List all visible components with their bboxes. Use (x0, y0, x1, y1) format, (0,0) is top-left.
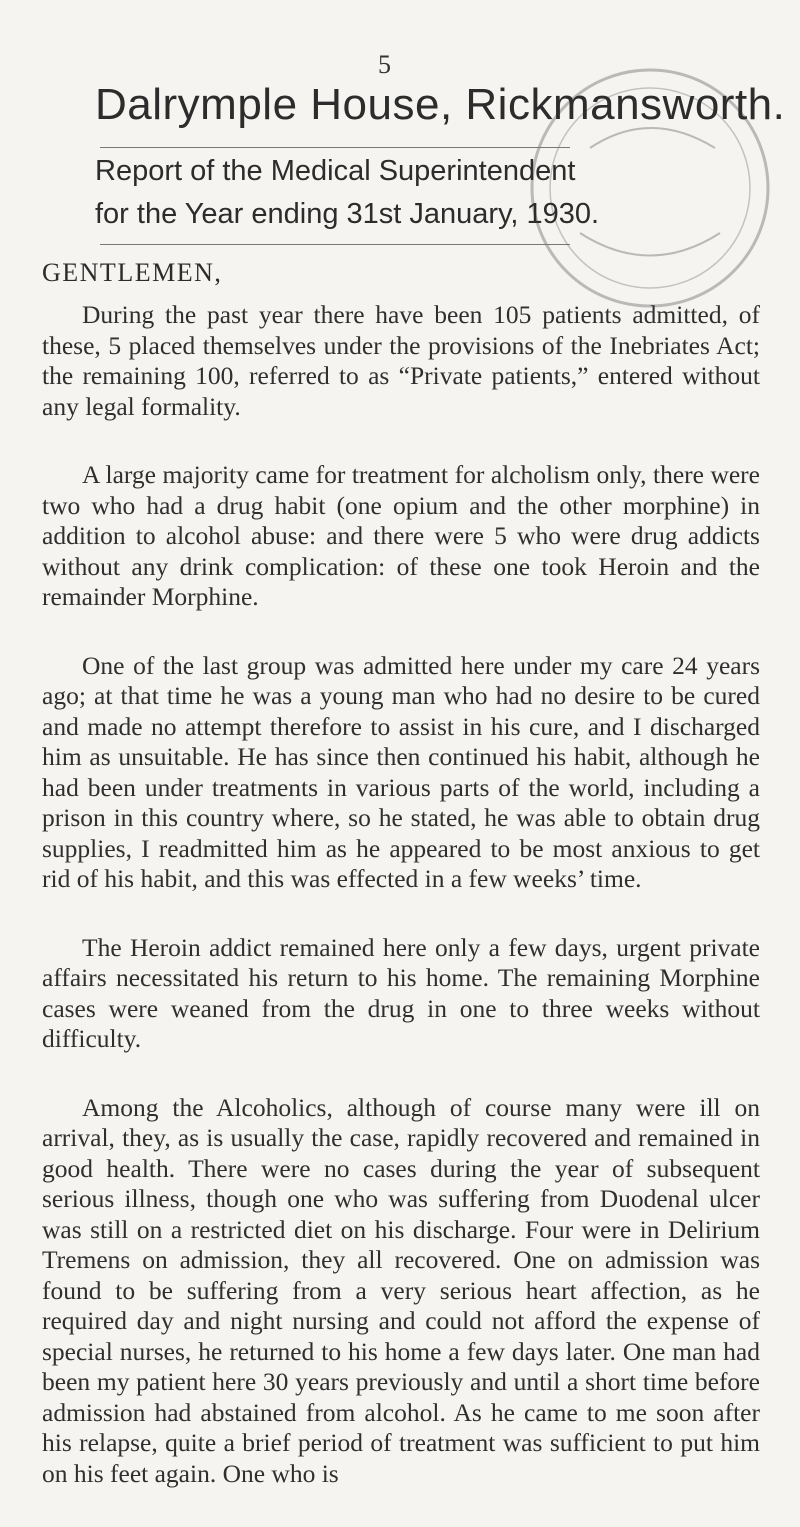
paragraph-3: One of the last group was admitted here under my care 24 years ago; at that time he was a young man who had no desire to be cured and made no attempt therefore to assist in his cure, and I discharged him as unsuitable. He has since then continued his habit, although he had been under treatments in various parts of the world, including a prison in this country where, so he stated, he was able to obtain drug supplies, I readmitted him as he appeared to be most anxious to get rid of his habit, and this was effected in a few weeks’ time. (42, 650, 760, 893)
salutation: GENTLEMEN, (42, 258, 223, 287)
report-body (42, 300, 760, 1527)
paragraph-1: During the past year there have been 105 patients admitted, of these, 5 placed themselves under the provisions of the Inebriates Act; the remaining 100, referred to as “Private patients,” entered without any legal formality. (42, 300, 760, 421)
page-number: 5 (378, 50, 391, 79)
paragraph-2: A large majority came for treatment for alcholism only, there were two who had a drug habit (one opium and the other morphine) in addition to alcohol abuse: and there were 5 who were drug addicts without any drink complication: of these one took Heroin and the remainder Morphine. (42, 460, 760, 611)
report-subtitle-line1: Report of the Medical Superintendent (95, 155, 576, 187)
subtitle-rule (100, 244, 570, 245)
paragraph-5: Among the Alcoholics, although of course many were ill on arrival, they, as is usually the case, rapidly recovered and remained in good health. There were no cases during the year of subsequent serious illness, though one who was suffering from Duodenal ulcer was still on a restricted diet on his discharge. Four were in Delirium Tremens on admission, they all recovered. One on admission was found to be suffering from a very serious heart affection, as he required day and night nursing and could not afford the expense of special nurses, he returned to his home a few days later. One man had been my patient here 30 years previously and until a short time before admission had abstained from alcohol. As he came to me soon after his relapse, quite a brief period of treatment was sufficient to put him on his feet again. One who is (42, 1092, 760, 1488)
report-subtitle-line2: for the Year ending 31st January, 1930. (95, 198, 600, 230)
paragraph-4: The Heroin addict remained here only a few days, urgent private affairs necessitated his return to his home. The remaining Morphine cases were weaned from the drug in one to three weeks without difficulty. (42, 932, 760, 1053)
page-title: Dalrymple House, Rickmansworth. (95, 80, 786, 129)
title-rule (100, 147, 570, 148)
